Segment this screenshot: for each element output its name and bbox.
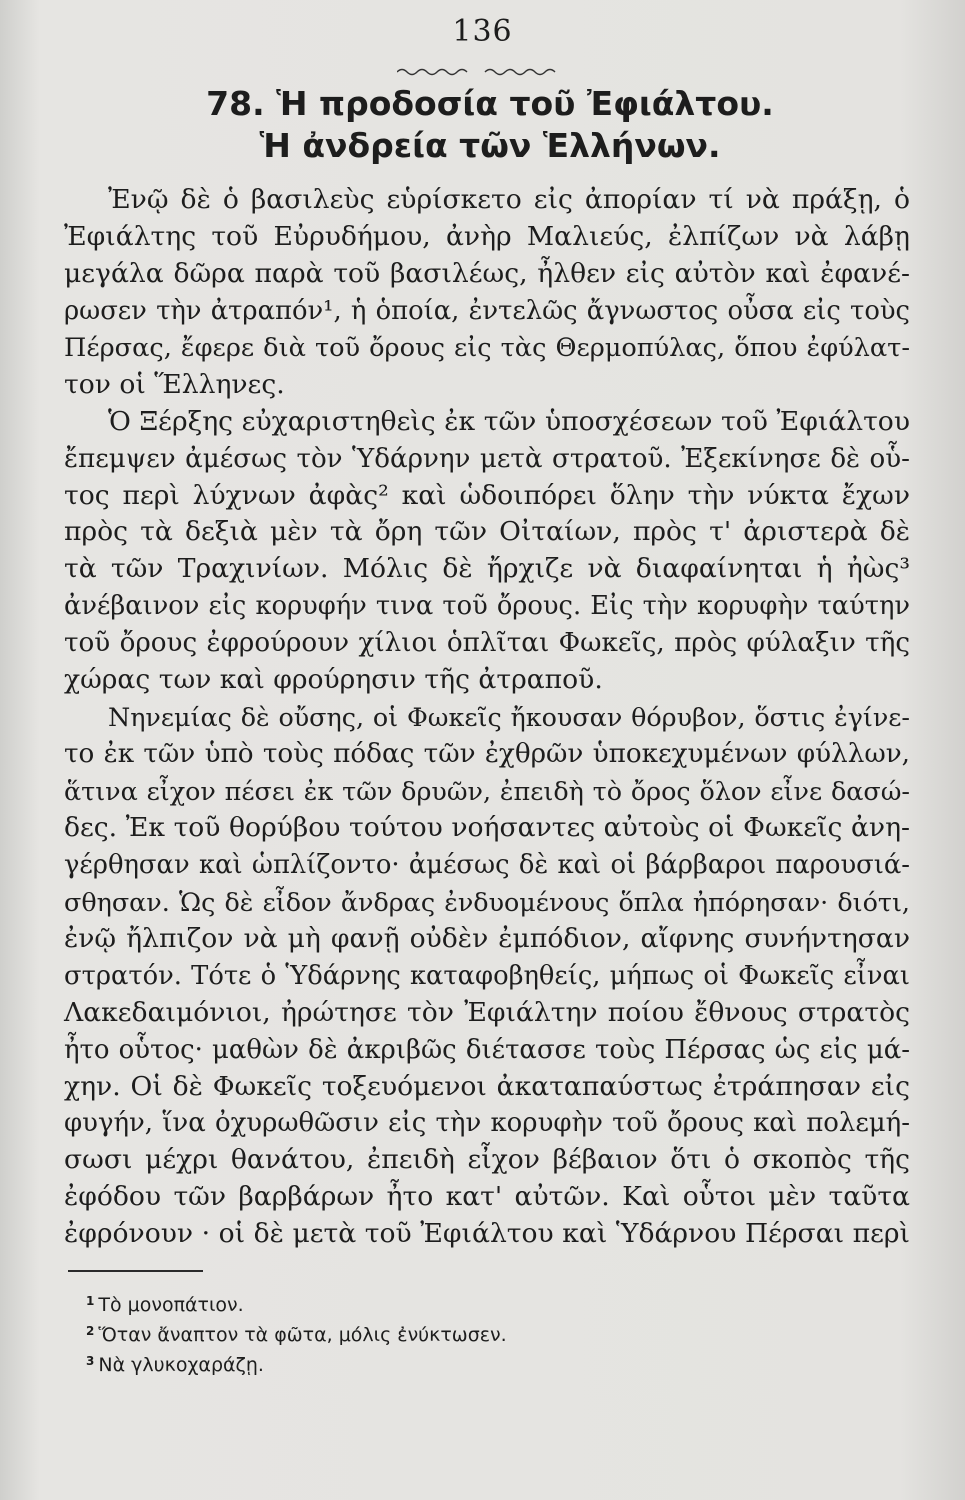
footnote-1	[86, 1288, 507, 1318]
footnote-text: Ὅταν ἄναπτον τὰ φῶτα, μόλις ἐνύκτωσεν.	[98, 1324, 507, 1346]
footnote-mark: 1	[86, 1294, 95, 1308]
footnote-text: Τὸ μονοπάτιον.	[98, 1294, 244, 1316]
text-line: στρατόν. Τότε ὁ Ὑδάρνης καταφοβηθείς, μήπως οἱ Φωκεῖς εἶναι	[64, 960, 910, 991]
text-line: Λακεδαιμόνιοι, ἠρώτησε τὸν Ἐφιάλτην ποίου ἔθνους στρατὸς	[64, 996, 910, 1028]
text-line: φυγήν, ἵνα ὀχυρωθῶσιν εἰς τὴν κορυφὴν τοῦ ὄρους καὶ πολεμή-	[64, 1108, 910, 1139]
text-line: Νηνεμίας δὲ οὔσης, οἱ Φωκεῖς ἤκουσαν θόρυβον, ὅστις ἐγίνε-	[108, 702, 910, 733]
text-line: τον οἱ Ἕλληνες.	[64, 368, 285, 400]
wavy-rule-ornament	[397, 66, 557, 78]
page-number: 136	[452, 14, 513, 49]
text-line: ἀνέβαινον εἰς κορυφήν τινα τοῦ ὄρους. Εἰς τὴν κορυφὴν ταύτην	[64, 591, 910, 622]
text-line: Πέρσας, ἔφερε διὰ τοῦ ὄρους εἰς τὰς Θερμοπύλας, ὅπου ἐφύλατ-	[64, 332, 910, 363]
text-line: δες. Ἐκ τοῦ θορύβου τούτου νοήσαντες αὐτοὺς οἱ Φωκεῖς ἀνη-	[64, 811, 910, 843]
text-line: τὰ τῶν Τραχινίων. Μόλις δὲ ἤρχιζε νὰ διαφαίνηται ἡ ἠὼς³	[64, 553, 910, 585]
text-line: χην. Οἱ δὲ Φωκεῖς τοξευόμενοι ἀκαταπαύστως ἐτράπησαν εἰς	[64, 1070, 910, 1102]
text-line: Ἐφιάλτης τοῦ Εὐρυδήμου, ἀνὴρ Μαλιεύς, ἐλπίζων νὰ λάβῃ	[64, 220, 910, 252]
text-line: ἐφρόνουν · οἱ δὲ μετὰ τοῦ Ἐφιάλτου καὶ Ὑδάρνου Πέρσαι περὶ	[64, 1218, 910, 1250]
text-line: ἔπεμψεν ἀμέσως τὸν Ὑδάρνην μετὰ στρατοῦ. Ἐξεκίνησε δὲ οὗ-	[64, 443, 910, 474]
text-line: ἐνῷ ἤλπιζον νὰ μὴ φανῇ οὐδὲν ἐμπόδιον, αἴφνης συνήντησαν	[64, 922, 910, 954]
text-line: μεγάλα δῶρα παρὰ τοῦ βασιλέως, ἦλθεν εἰς αὐτὸν καὶ ἐφανέ-	[64, 257, 910, 289]
text-line: σωσι μέχρι θανάτου, ἐπειδὴ εἶχον βέβαιον ὅτι ὁ σκοπὸς τῆς	[64, 1144, 910, 1176]
text-line: χώρας των καὶ φρούρησιν τῆς ἀτραποῦ.	[64, 664, 603, 696]
footnote-mark: 2	[86, 1324, 95, 1338]
text-line: Ἐνῷ δὲ ὁ βασιλεὺς εὑρίσκετο εἰς ἀπορίαν τί νὰ πράξῃ, ὁ	[108, 184, 910, 215]
footnote-3	[86, 1348, 507, 1378]
body-text	[64, 182, 910, 1253]
chapter-title-line-1: 78. Ἡ προδοσία τοῦ Ἐφιάλτου.	[206, 84, 774, 123]
footnotes	[86, 1288, 507, 1378]
footnote-mark: 3	[86, 1354, 95, 1368]
text-line: ἦτο οὗτος· μαθὼν δὲ ἀκριβῶς διέτασσε τοὺς Πέρσας ὡς εἰς μά-	[64, 1034, 910, 1065]
text-line: σθησαν. Ὡς δὲ εἶδον ἄνδρας ἐνδυομένους ὅπλα ἠπόρησαν· διότι,	[64, 886, 910, 917]
footnote-divider	[68, 1270, 203, 1272]
text-line: ἅτινα εἶχον πέσει ἐκ τῶν δρυῶν, ἐπειδὴ τὸ ὄρος ὅλον εἶνε δασώ-	[64, 776, 910, 806]
text-line: ρωσεν τὴν ἀτραπόν¹, ἡ ὁποία, ἐντελῶς ἄγνωστος οὖσα εἰς τοὺς	[64, 295, 910, 326]
footnote-2	[86, 1318, 507, 1348]
text-line: γέρθησαν καὶ ὡπλίζοντο· ἀμέσως δὲ καὶ οἱ βάρβαροι παρουσιά-	[64, 849, 910, 880]
text-line: πρὸς τὰ δεξιὰ μὲν τὰ ὄρη τῶν Οἰταίων, πρὸς τ' ἀριστερὰ δὲ	[64, 516, 910, 548]
text-line: τος περὶ λύχνων ἀφὰς² καὶ ὡδοιπόρει ὅλην τὴν νύκτα ἔχων	[64, 479, 910, 511]
text-line: τοῦ ὄρους ἐφρούρουν χίλιοι ὁπλῖται Φωκεῖς, πρὸς φύλαξιν τῆς	[64, 628, 910, 659]
text-line: Ὁ Ξέρξης εὐχαριστηθεὶς ἐκ τῶν ὑποσχέσεων τοῦ Ἐφιάλτου	[108, 405, 910, 437]
footnote-text: Νὰ γλυκοχαράζῃ.	[98, 1354, 264, 1376]
text-line: το ἐκ τῶν ὑπὸ τοὺς πόδας τῶν ἐχθρῶν ὑποκεχυμένων φύλλων,	[64, 739, 910, 770]
text-line: ἐφόδου τῶν βαρβάρων ἦτο κατ' αὐτῶν. Καὶ οὗτοι μὲν ταῦτα	[64, 1181, 910, 1213]
chapter-title-line-2: Ἡ ἀνδρεία τῶν Ἑλλήνων.	[259, 126, 721, 165]
